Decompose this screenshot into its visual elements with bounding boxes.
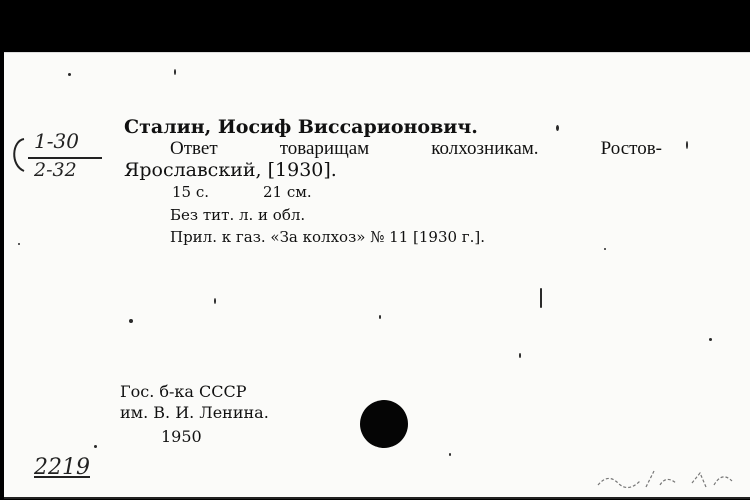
handwritten-inventory-number: 2219	[34, 455, 90, 480]
scan-speck	[556, 125, 559, 131]
note-no-title-page: Без тит. л. и обл.	[170, 206, 306, 224]
scan-speck	[449, 453, 451, 456]
scan-speck	[94, 445, 97, 448]
scan-speck	[604, 248, 606, 250]
scan-top-border	[0, 0, 750, 52]
faint-stamp-marks	[596, 463, 736, 493]
scan-speck	[686, 141, 688, 149]
stamp-year: 1950	[161, 427, 202, 446]
punch-hole	[360, 400, 408, 448]
scan-speck	[214, 298, 216, 304]
scan-speck	[379, 315, 381, 319]
scan-speck	[18, 243, 20, 245]
stamp-library-name: Гос. б-ка СССР	[120, 382, 247, 401]
title-line	[170, 138, 662, 160]
pages-count: 15 с.	[172, 183, 210, 201]
title-word-4: Ростов-	[600, 138, 662, 159]
stamp-library-named-after: им. В. И. Ленина.	[120, 403, 269, 422]
author-heading: Сталин, Иосиф Виссарионович.	[124, 116, 478, 138]
call-number-bottom: 2-32	[34, 159, 77, 181]
title-word-3: колхозникам.	[431, 138, 539, 159]
call-number-top: 1-30	[34, 129, 79, 153]
scan-speck	[174, 69, 176, 75]
note-newspaper-supplement: Прил. к газ. «За колхоз» № 11 [1930 г.].	[170, 228, 486, 246]
title-word-1: Ответ	[170, 138, 218, 159]
call-number-bracket-icon	[8, 135, 28, 175]
scan-speck	[709, 338, 712, 341]
title-word-2: товарищам	[279, 138, 370, 159]
scan-speck	[68, 73, 71, 76]
publisher-line: Ярославский, [1930].	[124, 159, 337, 181]
scan-speck	[129, 319, 133, 323]
scan-speck	[519, 353, 521, 358]
size-cm: 21 см.	[263, 183, 312, 201]
scan-speck	[540, 288, 542, 308]
